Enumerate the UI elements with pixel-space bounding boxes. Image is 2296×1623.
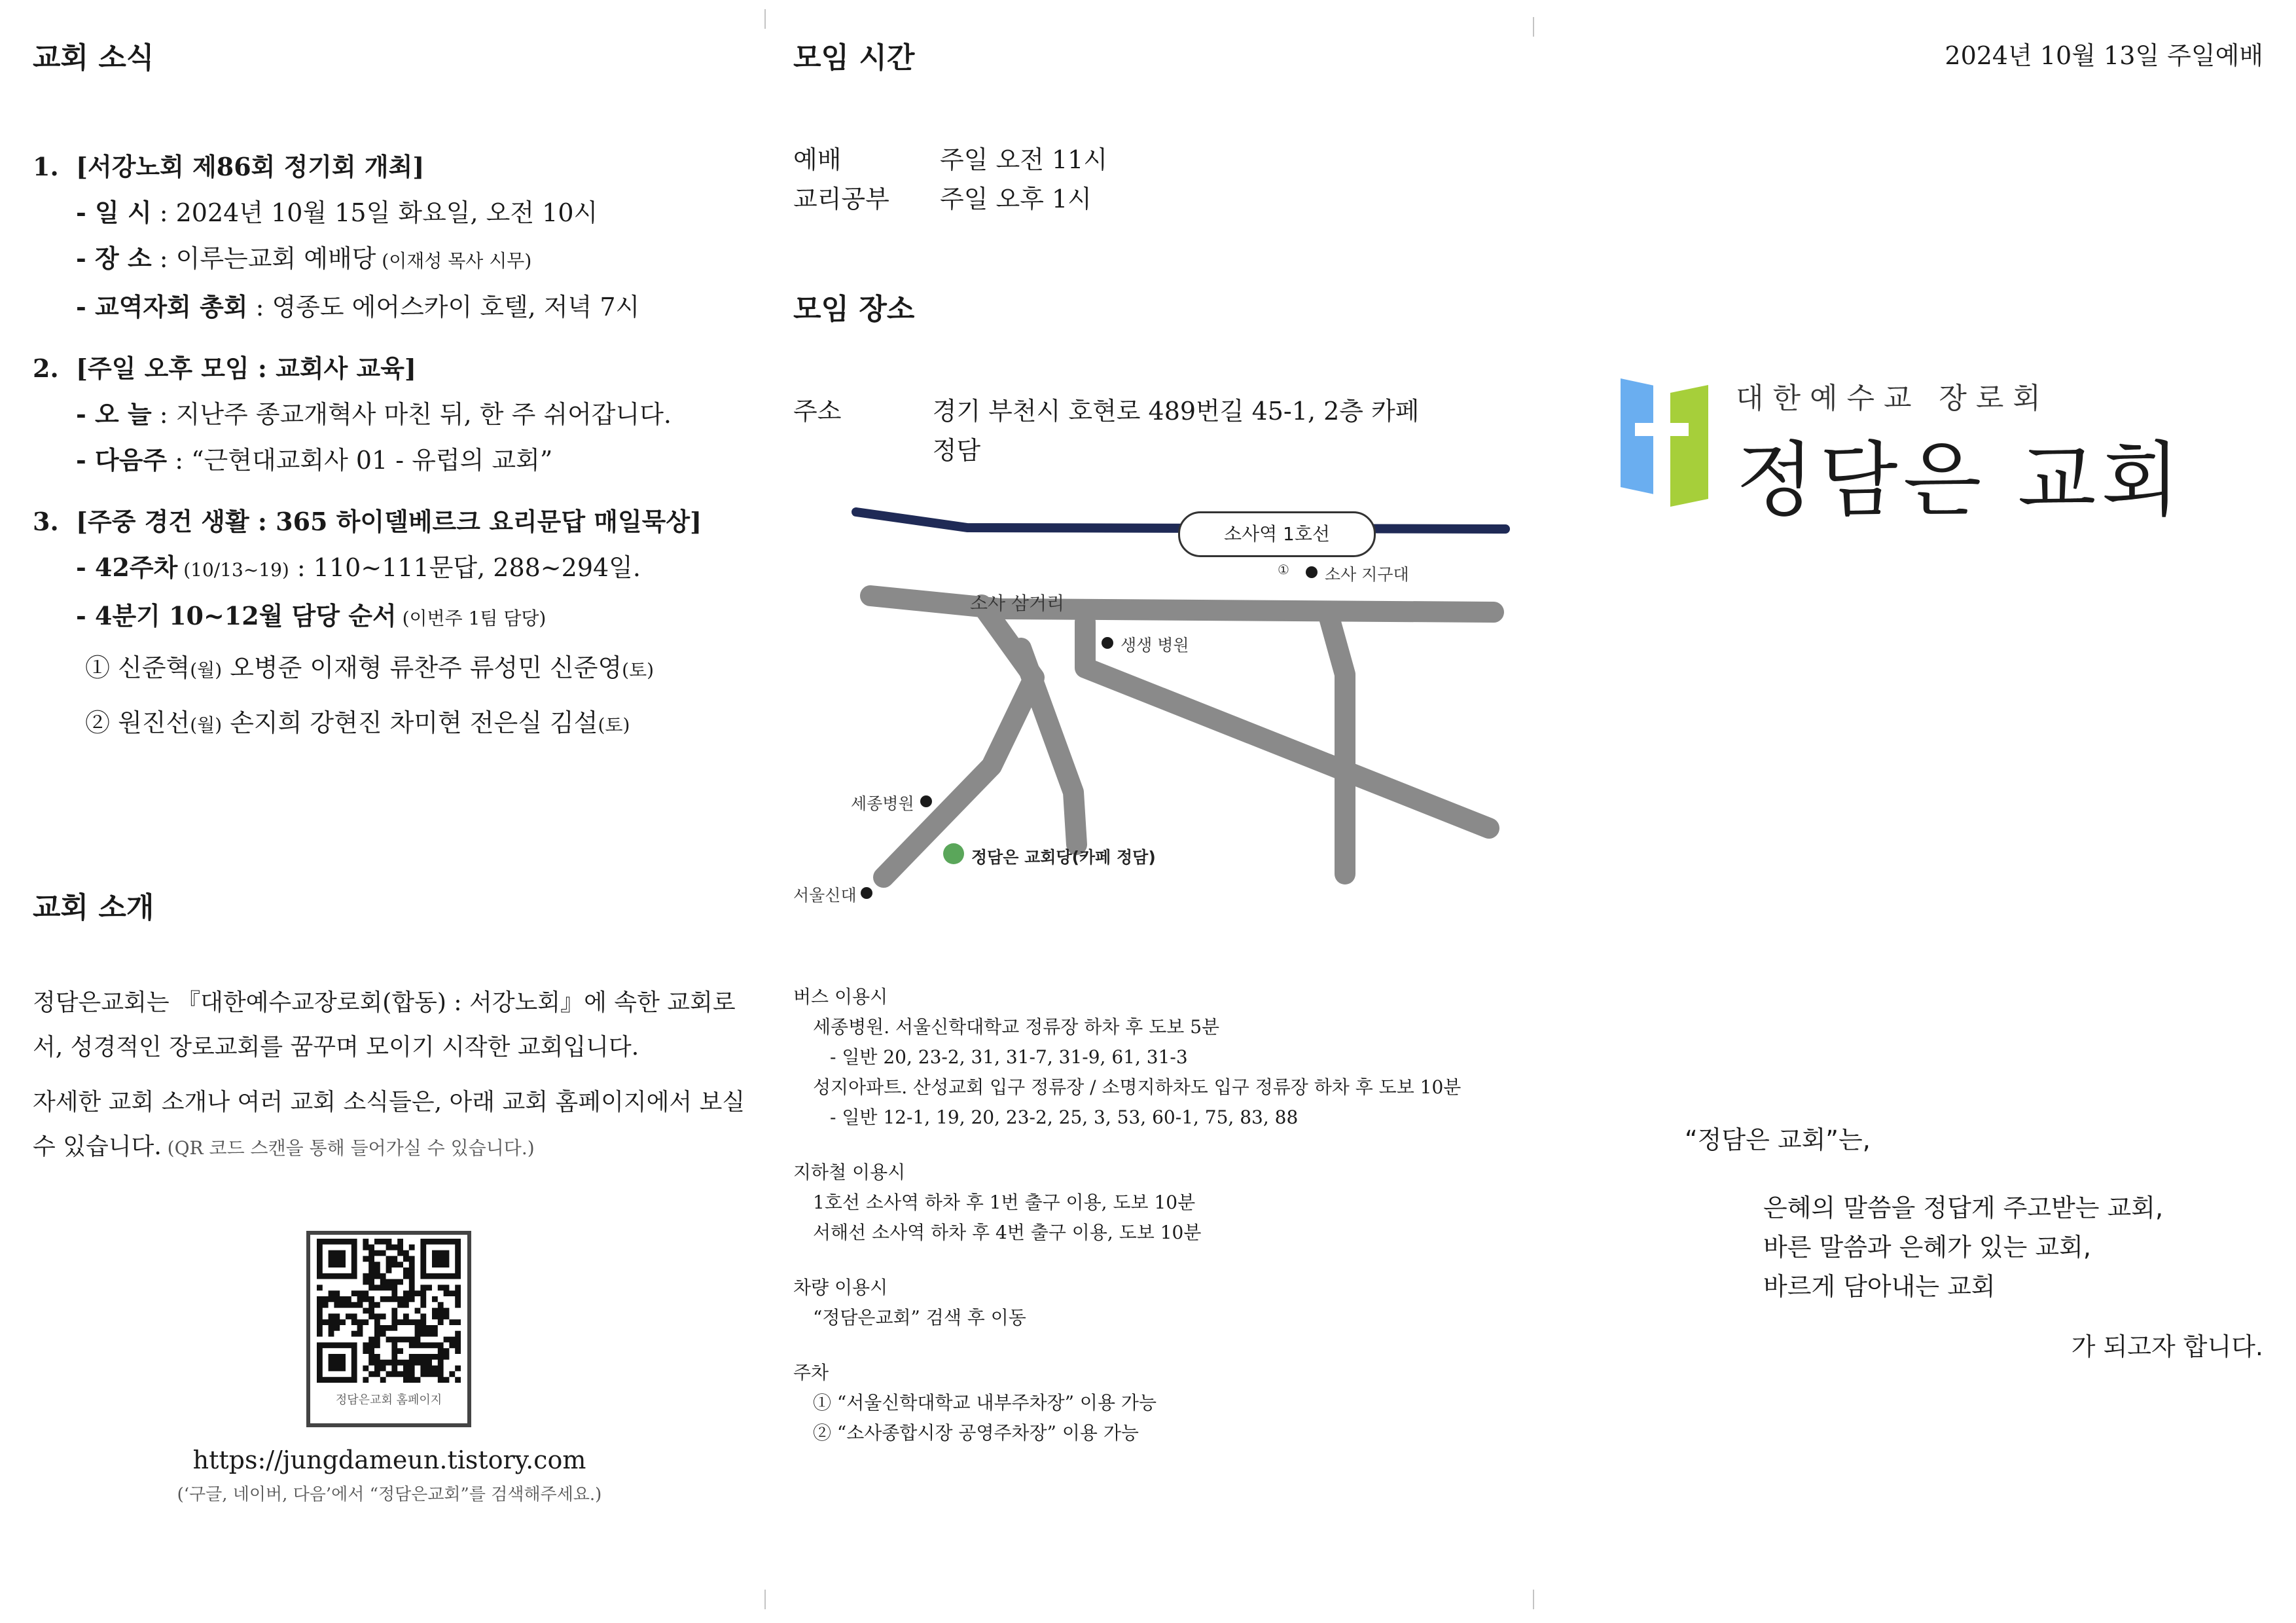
homepage-link[interactable]: https://jungdameun.tistory.com bbox=[192, 1446, 586, 1474]
search-note: (‘구글, 네이버, 다음’에서 “정담은교회”를 검색해주세요.) bbox=[177, 1485, 602, 1504]
location-dot bbox=[920, 795, 932, 807]
church-marker bbox=[943, 843, 964, 864]
rotation-row: ② 원진선(월) 손지희 강현진 차미현 전은실 김설(토) bbox=[85, 708, 630, 737]
qr-finder bbox=[319, 1241, 354, 1276]
location-map bbox=[785, 491, 1525, 923]
location-dot bbox=[1306, 566, 1318, 578]
motto-line: 바르게 담아내는 교회 bbox=[1763, 1272, 1996, 1301]
news-item: 1. [서강노회 제86회 정기회 개최] - 일 시 : 2024년 10월 15일 화요일, 오전 10시 - 장 소 : 이루는교회 예배당 (이재성 목사 시무) - 교역자회 총회 : 영종도 에어스카이 호텔, 저녁 7시 bbox=[33, 152, 640, 321]
location-dot bbox=[1102, 637, 1113, 649]
qr-caption: 정담은교회 홈페이지 bbox=[335, 1393, 442, 1407]
hospital-label: 생생 병원 bbox=[1121, 636, 1189, 655]
intro-title: 교회 소개 bbox=[33, 891, 154, 924]
qr-finder bbox=[319, 1345, 354, 1380]
intro-text bbox=[33, 981, 759, 1181]
church-name: 정담은 교회 bbox=[1736, 433, 2185, 528]
fold-mark bbox=[1533, 17, 1534, 37]
motto-line: 은혜의 말씀을 정답게 주고받는 교회, bbox=[1763, 1194, 2164, 1222]
qr-code[interactable] bbox=[306, 1231, 471, 1427]
subway-info: 지하철 이용시 1호선 소사역 하차 후 1번 출구 이용, 도보 10분 서해선 소사역 하차 후 4번 출구 이용, 도보 10분 bbox=[793, 1161, 1202, 1243]
address: 경기 부천시 호현로 489번길 45-1, 2층 카페 정담 bbox=[932, 397, 1420, 465]
qr-finder bbox=[423, 1241, 458, 1276]
fold-mark bbox=[764, 9, 766, 29]
motto-line: 바른 말씀과 은혜가 있는 교회, bbox=[1763, 1233, 2091, 1262]
denomination: 대 한 예 수 교 장 로 회 bbox=[1736, 382, 2041, 415]
schedule-row: 예배 주일 오전 11시 bbox=[793, 145, 1108, 174]
place-title: 모임 장소 bbox=[793, 293, 915, 326]
junction-label: 소사 삼거리 bbox=[970, 593, 1065, 614]
fold-mark bbox=[764, 1590, 766, 1609]
news-heading: [주일 오후 모임 : 교회사 교육] bbox=[76, 354, 416, 383]
news-item: 2. [주일 오후 모임 : 교회사 교육] - 오 늘 : 지난주 종교개혁사 마친 뒤, 한 주 쉬어갑니다. - 다음주 : “근현대교회사 01 - 유럽의 교회” bbox=[33, 354, 672, 475]
station-label: 소사역 1호선 bbox=[1178, 511, 1376, 557]
motto-end: 가 되고자 합니다. bbox=[2071, 1332, 2263, 1361]
church-label: 정담은 교회당(카페 정담) bbox=[971, 848, 1156, 867]
univ-label: 서울신대 bbox=[793, 886, 857, 905]
news-title: 교회 소식 bbox=[33, 41, 154, 75]
address-row: 주소 경기 부천시 호현로 489번길 45-1, 2층 카페 정담 bbox=[793, 392, 1448, 470]
police-label: 소사 지구대 bbox=[1325, 565, 1409, 584]
schedule-title: 모임 시간 bbox=[793, 41, 915, 75]
news-item: 3. [주중 경건 생활 : 365 하이델베르크 요리문답 매일묵상] - 42주차 (10/13~19) : 110~111문답, 288~294일. - 4분기 10~12월 담당 순서 (이번주 1팀 담당) ① 신준혁(월) 오병준 이재형 류찬주 류성민 신준영(토) ② 원진선(월) 손지희 강현진 차미현 전은실 김설(토) bbox=[33, 499, 740, 752]
parking-info: 주차 ① “서울신학대학교 내부주차장” 이용 가능 ② “소사종합시장 공영주차장” 이용 가능 bbox=[793, 1362, 1157, 1444]
news-heading: [주중 경건 생활 : 365 하이델베르크 요리문답 매일묵상] bbox=[76, 507, 702, 536]
news-heading: [서강노회 제86회 정기회 개최] bbox=[76, 152, 425, 181]
motto-intro: “정담은 교회”는, bbox=[1685, 1125, 1871, 1154]
exit-marker: ① bbox=[1278, 562, 1289, 577]
cross-book-icon bbox=[1615, 373, 1713, 512]
fold-mark bbox=[1533, 1590, 1534, 1609]
schedule-table bbox=[793, 140, 1448, 219]
hospital-label: 세종병원 bbox=[851, 794, 914, 813]
bus-info: 버스 이용시 세종병원. 서울신학대학교 정류장 하차 후 도보 5분 - 일반 20, 23-2, 31, 31-7, 31-9, 61, 31-3 성지아파트. 산성교회 입구 정류장 / 소명지하차도 입구 정류장 하차 후 도보 10분 - 일반 12-1, 19, 20, 23-2, 25, 3, 53, 60-1, 75, 83, 88 bbox=[793, 986, 1462, 1128]
schedule-row: 교리공부 주일 오후 1시 bbox=[793, 185, 1092, 213]
church-logo bbox=[1615, 373, 1713, 512]
transport-info bbox=[793, 982, 1513, 1473]
location-dot bbox=[861, 887, 872, 899]
car-info: 차량 이용시 “정담은교회” 검색 후 이동 bbox=[793, 1277, 1026, 1328]
rotation-row: ① 신준혁(월) 오병준 이재형 류찬주 류성민 신준영(토) bbox=[85, 653, 655, 682]
news-list bbox=[33, 144, 740, 767]
qr-pattern bbox=[317, 1239, 461, 1383]
service-date: 2024년 10월 13일 주일예배 bbox=[1945, 41, 2263, 70]
intro-paragraph: 정담은교회는 『대한예수교장로회(합동) : 서강노회』에 속한 교회로서, 성경적인 장로교회를 꿈꾸며 모이기 시작한 교회입니다. bbox=[33, 989, 736, 1061]
intro-paragraph: 자세한 교회 소개나 여러 교회 소식들은, 아래 교회 홈페이지에서 보실 수 있습니다. (QR 코드 스캔을 통해 들어가실 수 있습니다.) bbox=[33, 1089, 745, 1160]
